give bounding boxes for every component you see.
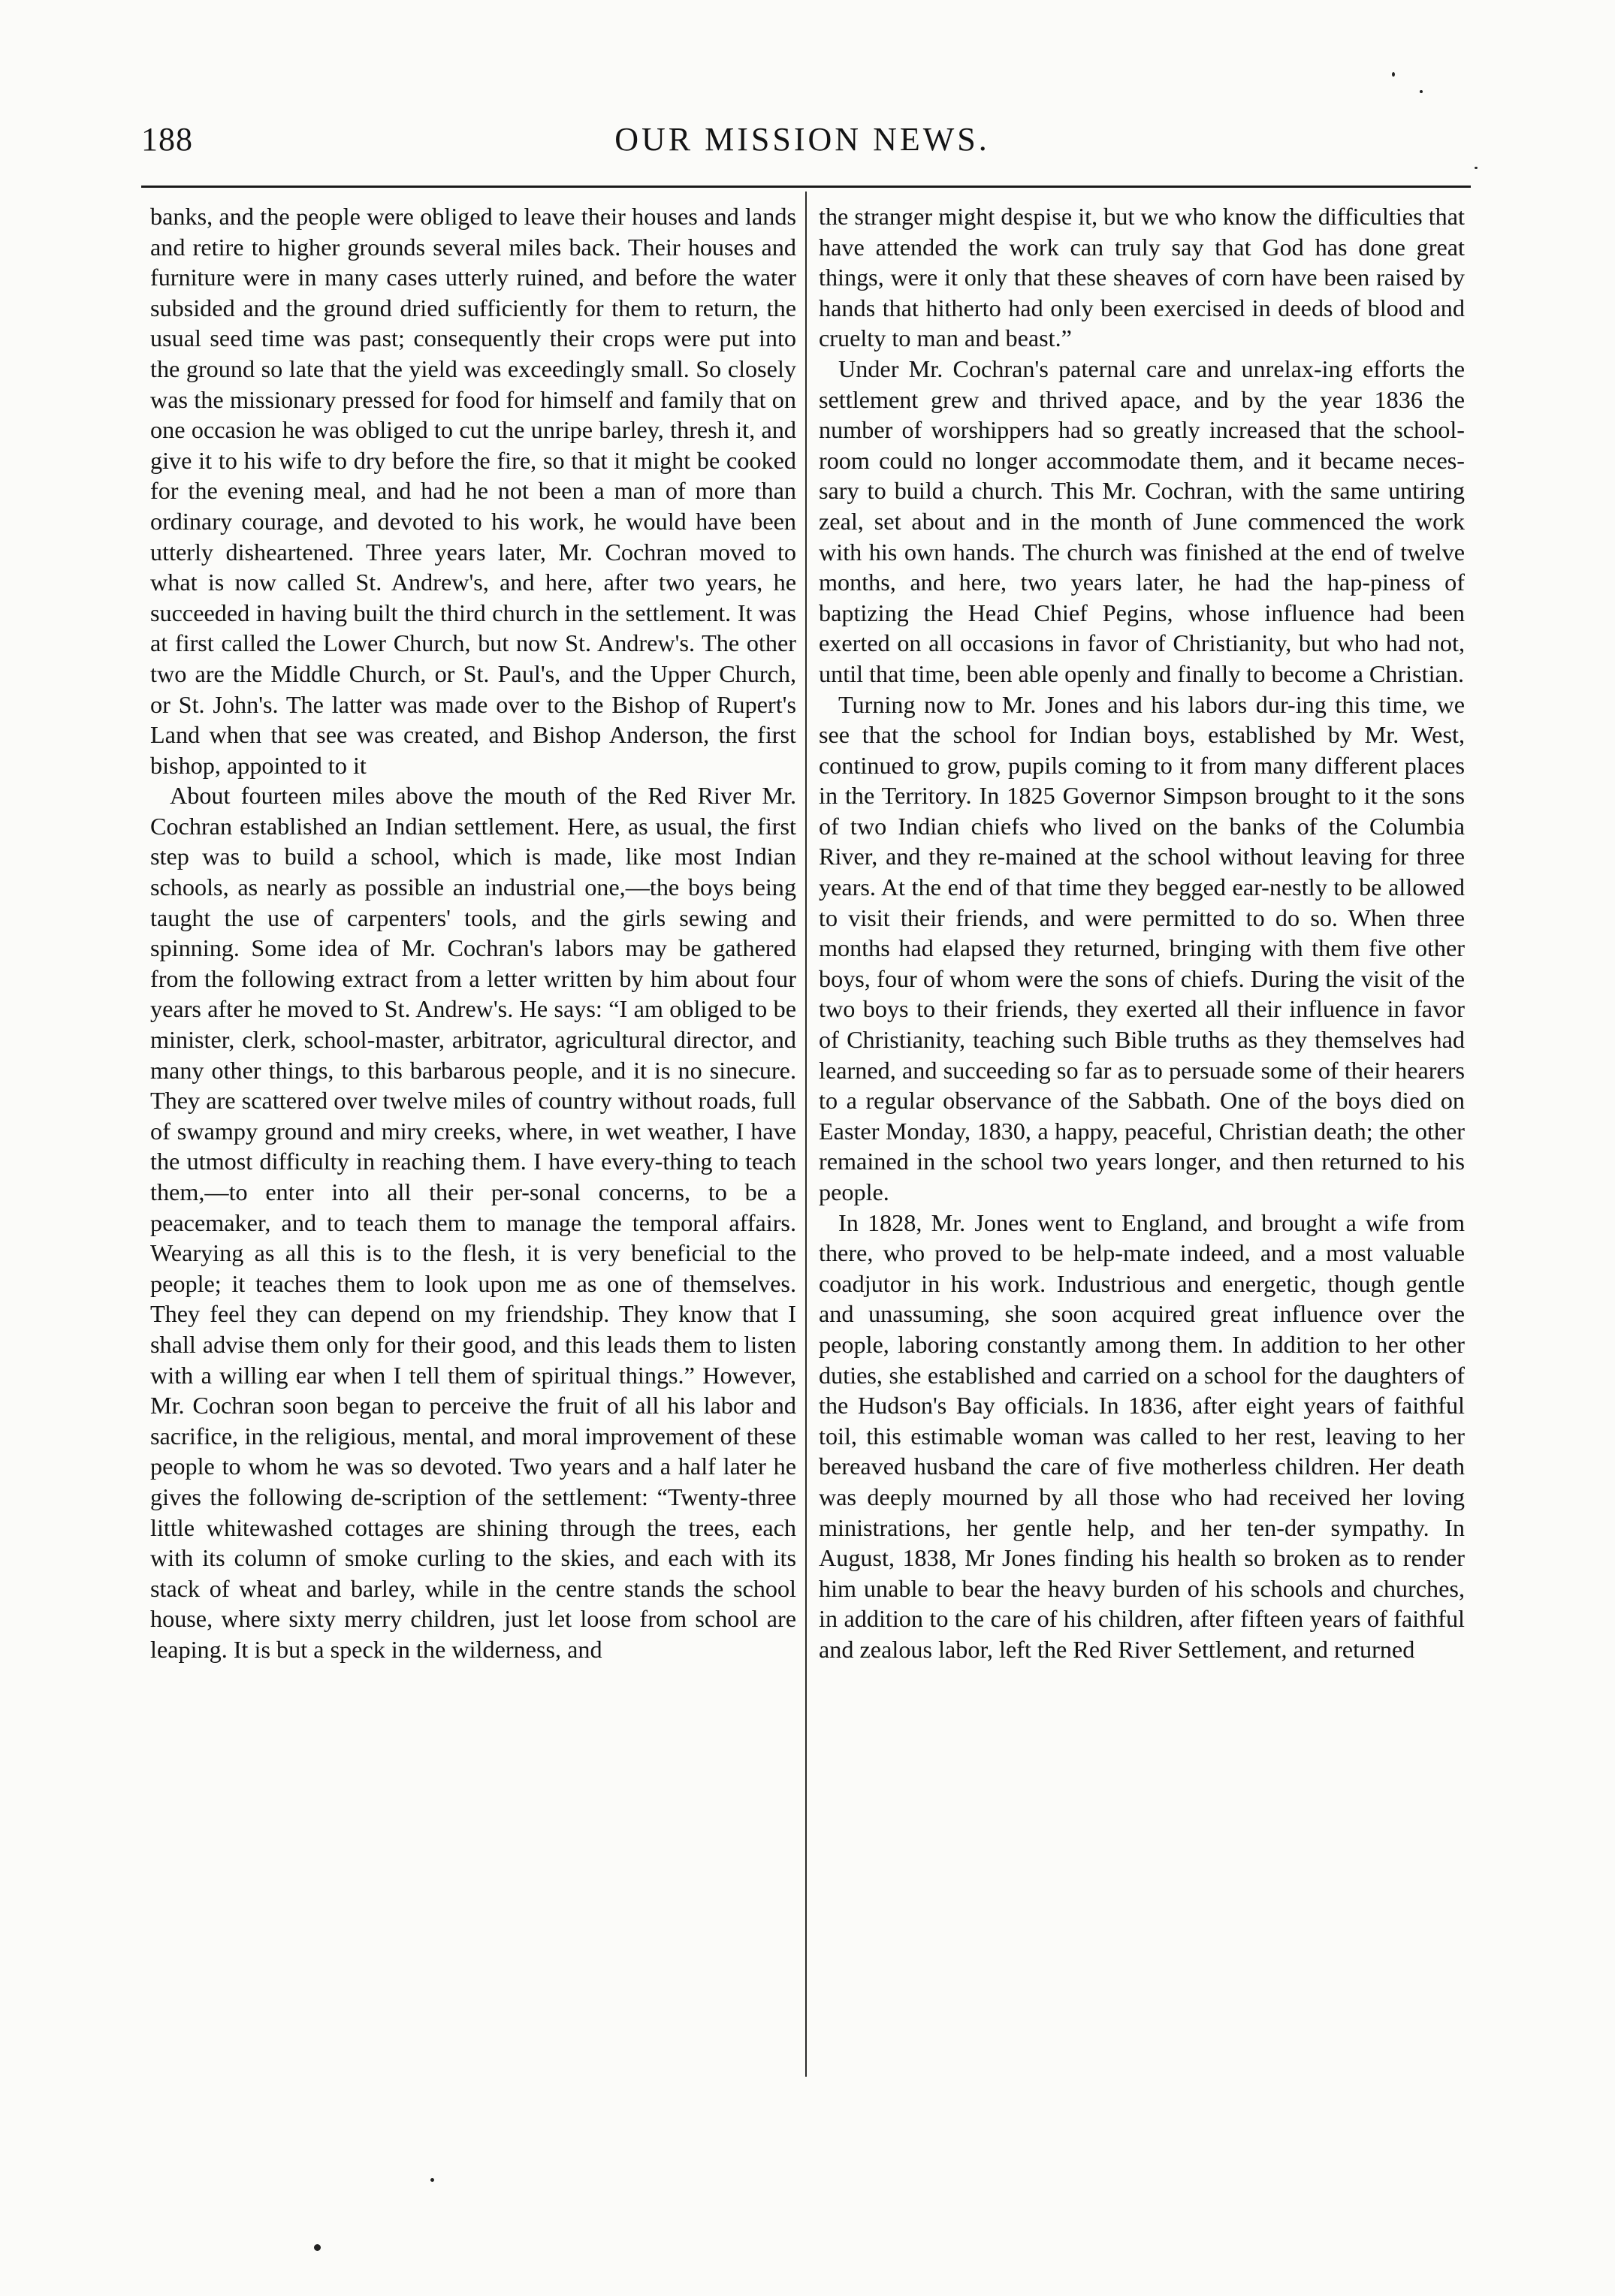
paragraph: banks, and the people were obliged to leave their houses and lands and retire to higher grounds several miles back. Their houses and furniture were in many cases utterly ruined, and before the water subsided and the ground dried sufficiently for them to return, the usual seed time was past; consequently their crops were put into the ground so late that the yield was exceedingly small. So closely was the missionary pressed for food for himself and family that on one occasion he was obliged to cut the unripe barley, thresh it, and give it to his wife to dry before the fire, so that it might be cooked for the evening meal, and had he not been a man of more than ordinary courage, and devoted to his work, he would have been utterly disheartened. Three years later, Mr. Cochran moved to what is now called St. Andrew's, and here, after two years, he succeeded in having built the third church in the settlement. It was at first called the Lower Church, but now St. Andrew's. The other two are the Middle Church, or St. Paul's, and the Upper Church, or St. John's. The latter was made over to the Bishop of Rupert's Land when that see was created, and Bishop Anderson, the first bishop, appointed to it	[150, 203, 796, 779]
journal-title: OUR MISSION NEWS.	[614, 121, 990, 158]
right-column	[819, 201, 1465, 1665]
print-speck	[430, 2178, 434, 2182]
page-number: 188	[141, 121, 193, 158]
paragraph: In 1828, Mr. Jones went to England, and brought a wife from there, who proved to be help-mate indeed, and a most valuable coadjutor in his work. Industrious and energetic, though gentle and unassuming, she soon acquired great influence over the people, laboring constantly among them. In addition to her other duties, she established and carried on a school for the daughters of the Hudson's Bay officials. In 1836, after eight years of faithful toil, this estimable woman was called to her rest, leaving to her bereaved husband the care of five motherless children. Her death was deeply mourned by all those who had received her loving ministrations, her gentle help, and her ten-der sympathy. In August, 1838, Mr Jones finding his health so broken as to render him unable to bear the heavy burden of his schools and churches, in addition to the care of his children, after fifteen years of faithful and zealous labor, left the Red River Settlement, and returned	[819, 1208, 1465, 1663]
print-speck	[1392, 72, 1395, 77]
running-header	[141, 120, 1463, 173]
paragraph: Turning now to Mr. Jones and his labors dur-ing this time, we see that the school for Indian boys, established by Mr. West, continued to grow, pupils coming to it from many different places in the Territory. In 1825 Governor Simpson brought to it the sons of two Indian chiefs who lived on the banks of the Columbia River, and they re-mained at the school without leaving for three years. At the end of that time they begged ear-nestly to be allowed to visit their friends, and were permitted to do so. When three months had elapsed they returned, bringing with them five other boys, four of whom were the sons of chiefs. During the visit of the two boys to their friends, they exerted all their influence in favor of Christianity, teaching such Bible truths as they themselves had learned, and succeeding so far as to persuade some of their hearers to a regular observance of the Sabbath. One of the boys died on Easter Monday, 1830, a happy, peaceful, Christian death; the other remained in the school two years longer, and then returned to his people.	[819, 690, 1465, 1205]
paragraph: the stranger might despise it, but we who know the difficulties that have attended the work can truly say that God has done great things, were it only that these sheaves of corn have been raised by hands that hitherto had only been exercised in deeds of blood and cruelty to man and beast.”	[819, 203, 1465, 352]
column-divider	[805, 192, 807, 2077]
paragraph: About fourteen miles above the mouth of the Red River Mr. Cochran established an Indian settlement. Here, as usual, the first step was to build a school, which is made, like most Indian schools, as nearly as possible an industrial one,—the boys being taught the use of carpenters' tools, and the girls sewing and spinning. Some idea of Mr. Cochran's labors may be gathered from the following extract from a letter written by him about four years after he moved to St. Andrew's. He says: “I am obliged to be minister, clerk, school-master, arbitrator, agricultural director, and many other things, to this barbarous people, and it is no sinecure. They are scattered over twelve miles of country without roads, full of swampy ground and miry creeks, where, in wet weather, I have the utmost difficulty in reaching them. I have every-thing to teach them,—to enter into all their per-sonal concerns, to be a peacemaker, and to teach them to manage the temporal affairs. Wearying as all this is to the flesh, it is very beneficial to the people; it teaches them to look upon me as one of themselves. They feel they can depend on my friendship. They know that I shall advise them only for their good, and this leads them to listen with a willing ear when I tell them of spiritual things.” However, Mr. Cochran soon began to perceive the fruit of all his labor and sacrifice, in the religious, mental, and moral improvement of these people to whom he was so devoted. Two years and a half later he gives the following de-scription of the settlement: “Twenty-three little whitewashed cottages are shining through the trees, each with its column of smoke curling to the skies, and each with its stack of wheat and barley, while in the centre stands the school house, where sixty merry children, just let loose from school are leaping. It is but a speck in the wilderness, and	[150, 782, 796, 1663]
print-speck	[1475, 167, 1478, 169]
header-rule	[141, 186, 1471, 188]
left-column	[150, 201, 796, 1665]
print-speck	[314, 2244, 321, 2251]
print-speck	[1420, 90, 1423, 93]
paragraph: Under Mr. Cochran's paternal care and unrelax-ing efforts the settlement grew and thrived apace, and by the year 1836 the number of worshippers had so greatly increased that the school-room could no longer accommodate them, and it became neces-sary to build a church. This Mr. Cochran, with the same untiring zeal, set about and in the month of June commenced the work with his own hands. The church was finished at the end of twelve months, and here, two years later, he had the hap-piness of baptizing the Head Chief Pegins, whose influence had been exerted on all occasions in favor of Christianity, but who had not, until that time, been able openly and finally to become a Christian.	[819, 355, 1465, 687]
